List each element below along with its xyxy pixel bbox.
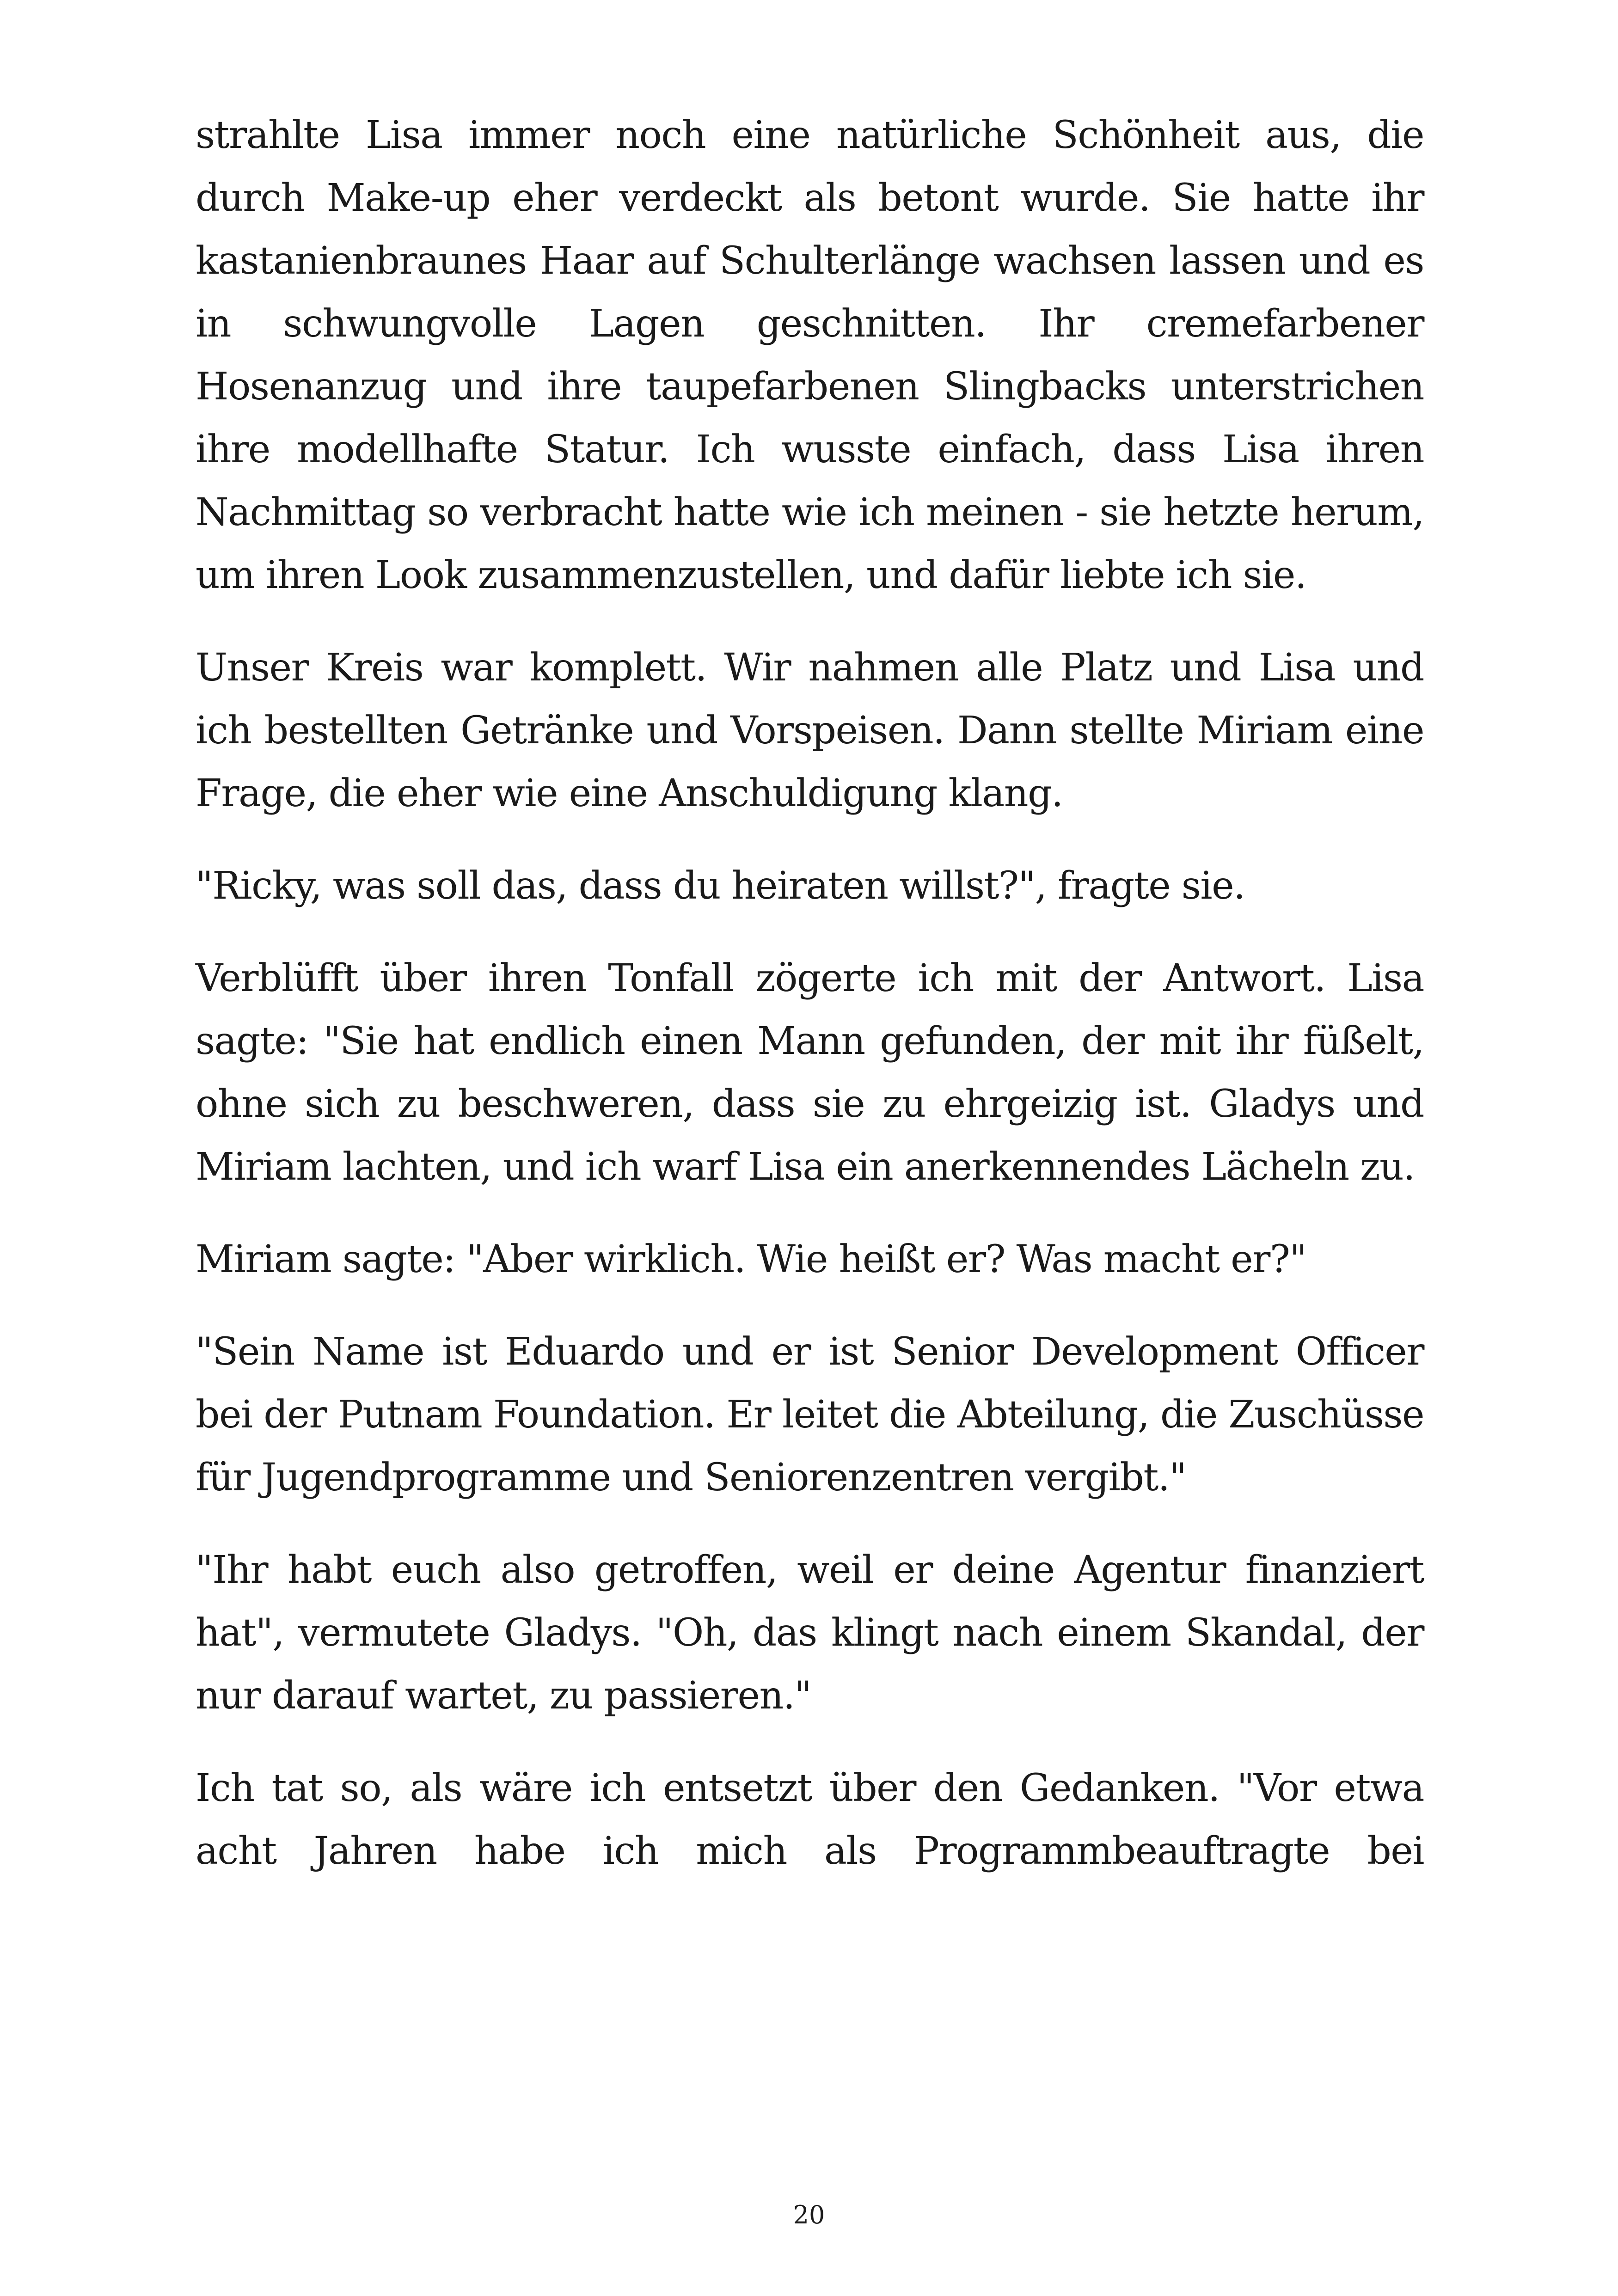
paragraph-6: "Sein Name ist Eduardo und er ist Senior Development Officer bei der Putnam Foundation. Er leitet die Abteilung, die Zuschüsse für Jugendprogramme und Seniorenzentren vergibt." — [196, 1330, 1424, 1500]
paragraph-8: Ich tat so, als wäre ich entsetzt über den Gedanken. "Vor etwa acht Jahren habe ich mich als Programmbeauftragte bei — [196, 1766, 1424, 1873]
paragraph-5: Miriam sagte: "Aber wirklich. Wie heißt er? Was macht er?" — [196, 1237, 1306, 1281]
paragraph-2: Unser Kreis war komplett. Wir nahmen alle Platz und Lisa und ich bestellten Getränke und Vorspeisen. Dann stellte Miriam eine Frage, die eher wie eine Anschuldigung klang. — [196, 646, 1424, 815]
paragraph-7: "Ihr habt euch also getroffen, weil er deine Agentur finanziert hat", vermutete Gladys. "Oh, das klingt nach einem Skandal, der nur darauf wartet, zu passieren." — [196, 1548, 1424, 1718]
body-text — [196, 104, 1424, 1912]
page-number: 20 — [793, 2200, 825, 2229]
paragraph-3: "Ricky, was soll das, dass du heiraten willst?", fragte sie. — [196, 864, 1245, 908]
paragraph-4: Verblüfft über ihren Tonfall zögerte ich mit der Antwort. Lisa sagte: "Sie hat endlich einen Mann gefunden, der mit ihr füßelt, ohne sich zu beschweren, dass sie zu ehrgeizig ist. Gladys und Miriam lachten, und ich warf Lisa ein anerkennendes Lächeln zu. — [196, 956, 1424, 1189]
paragraph-1: strahlte Lisa immer noch eine natürliche Schönheit aus, die durch Make-up eher verdeckt als betont wurde. Sie hatte ihr kastanienbraunes Haar auf Schulterlänge wachsen lassen und es in schwungvolle Lagen geschnitten. Ihr cremefarbener Hosenanzug und ihre taupefarbenen Slingbacks unterstrichen ihre modellhafte Statur. Ich wusste einfach, dass Lisa ihren Nachmittag so verbracht hatte wie ich meinen - sie hetzte herum, um ihren Look zusammenzustellen, und dafür liebte ich sie. — [196, 113, 1424, 597]
